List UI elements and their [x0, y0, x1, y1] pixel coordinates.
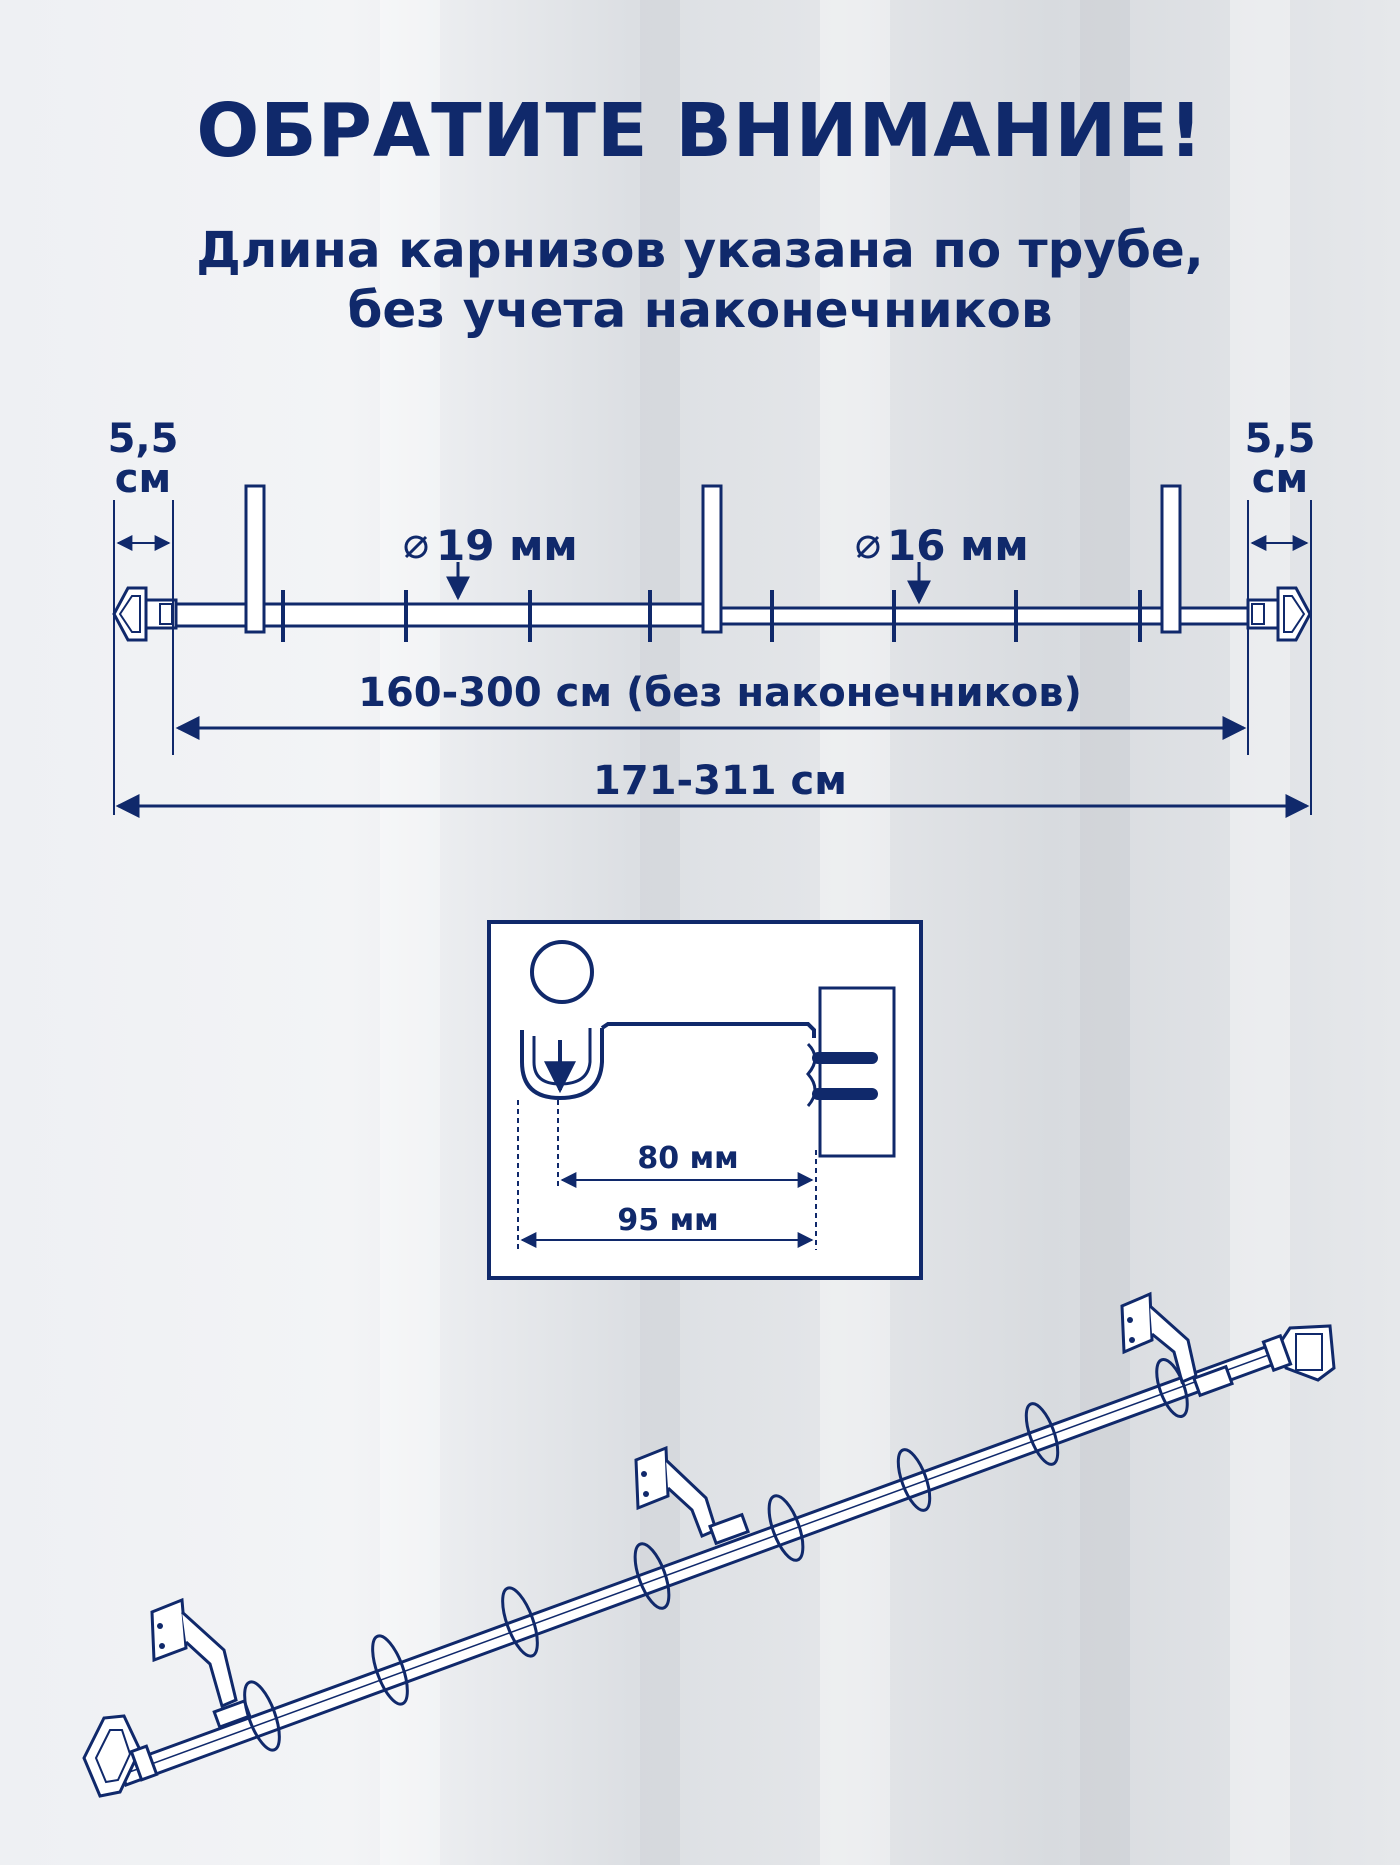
bracket-center	[703, 486, 721, 632]
length-without-finials-label: 160-300 см (без наконечников)	[358, 670, 1082, 716]
wall-plate	[820, 988, 894, 1156]
left-finial-value: 5,5	[107, 416, 179, 462]
diameter-right-label: 16 мм	[887, 521, 1029, 570]
subtitle-line-1: Длина карнизов указана по трубе,	[196, 221, 1204, 279]
right-finial-unit: см	[1251, 456, 1309, 502]
bracket-left	[246, 486, 264, 632]
left-finial-unit: см	[114, 456, 172, 502]
rod-section-icon	[532, 942, 592, 1002]
perspective-left-finial-icon	[84, 1716, 157, 1796]
perspective-bracket-left	[152, 1600, 250, 1727]
right-finial-value: 5,5	[1244, 416, 1316, 462]
dim-inner-label: 80 мм	[637, 1141, 739, 1176]
diameter-left-label: 19 мм	[436, 521, 578, 570]
left-finial-icon	[114, 588, 176, 640]
subtitle-line-2: без учета наконечников	[347, 281, 1053, 339]
bracket-right	[1162, 486, 1180, 632]
subtitle	[0, 220, 1400, 340]
total-length-label: 171-311 см	[593, 758, 847, 804]
dim-outer-label: 95 мм	[617, 1203, 719, 1238]
perspective-rod	[84, 1294, 1334, 1796]
page-title: ОБРАТИТЕ ВНИМАНИЕ!	[196, 88, 1204, 174]
